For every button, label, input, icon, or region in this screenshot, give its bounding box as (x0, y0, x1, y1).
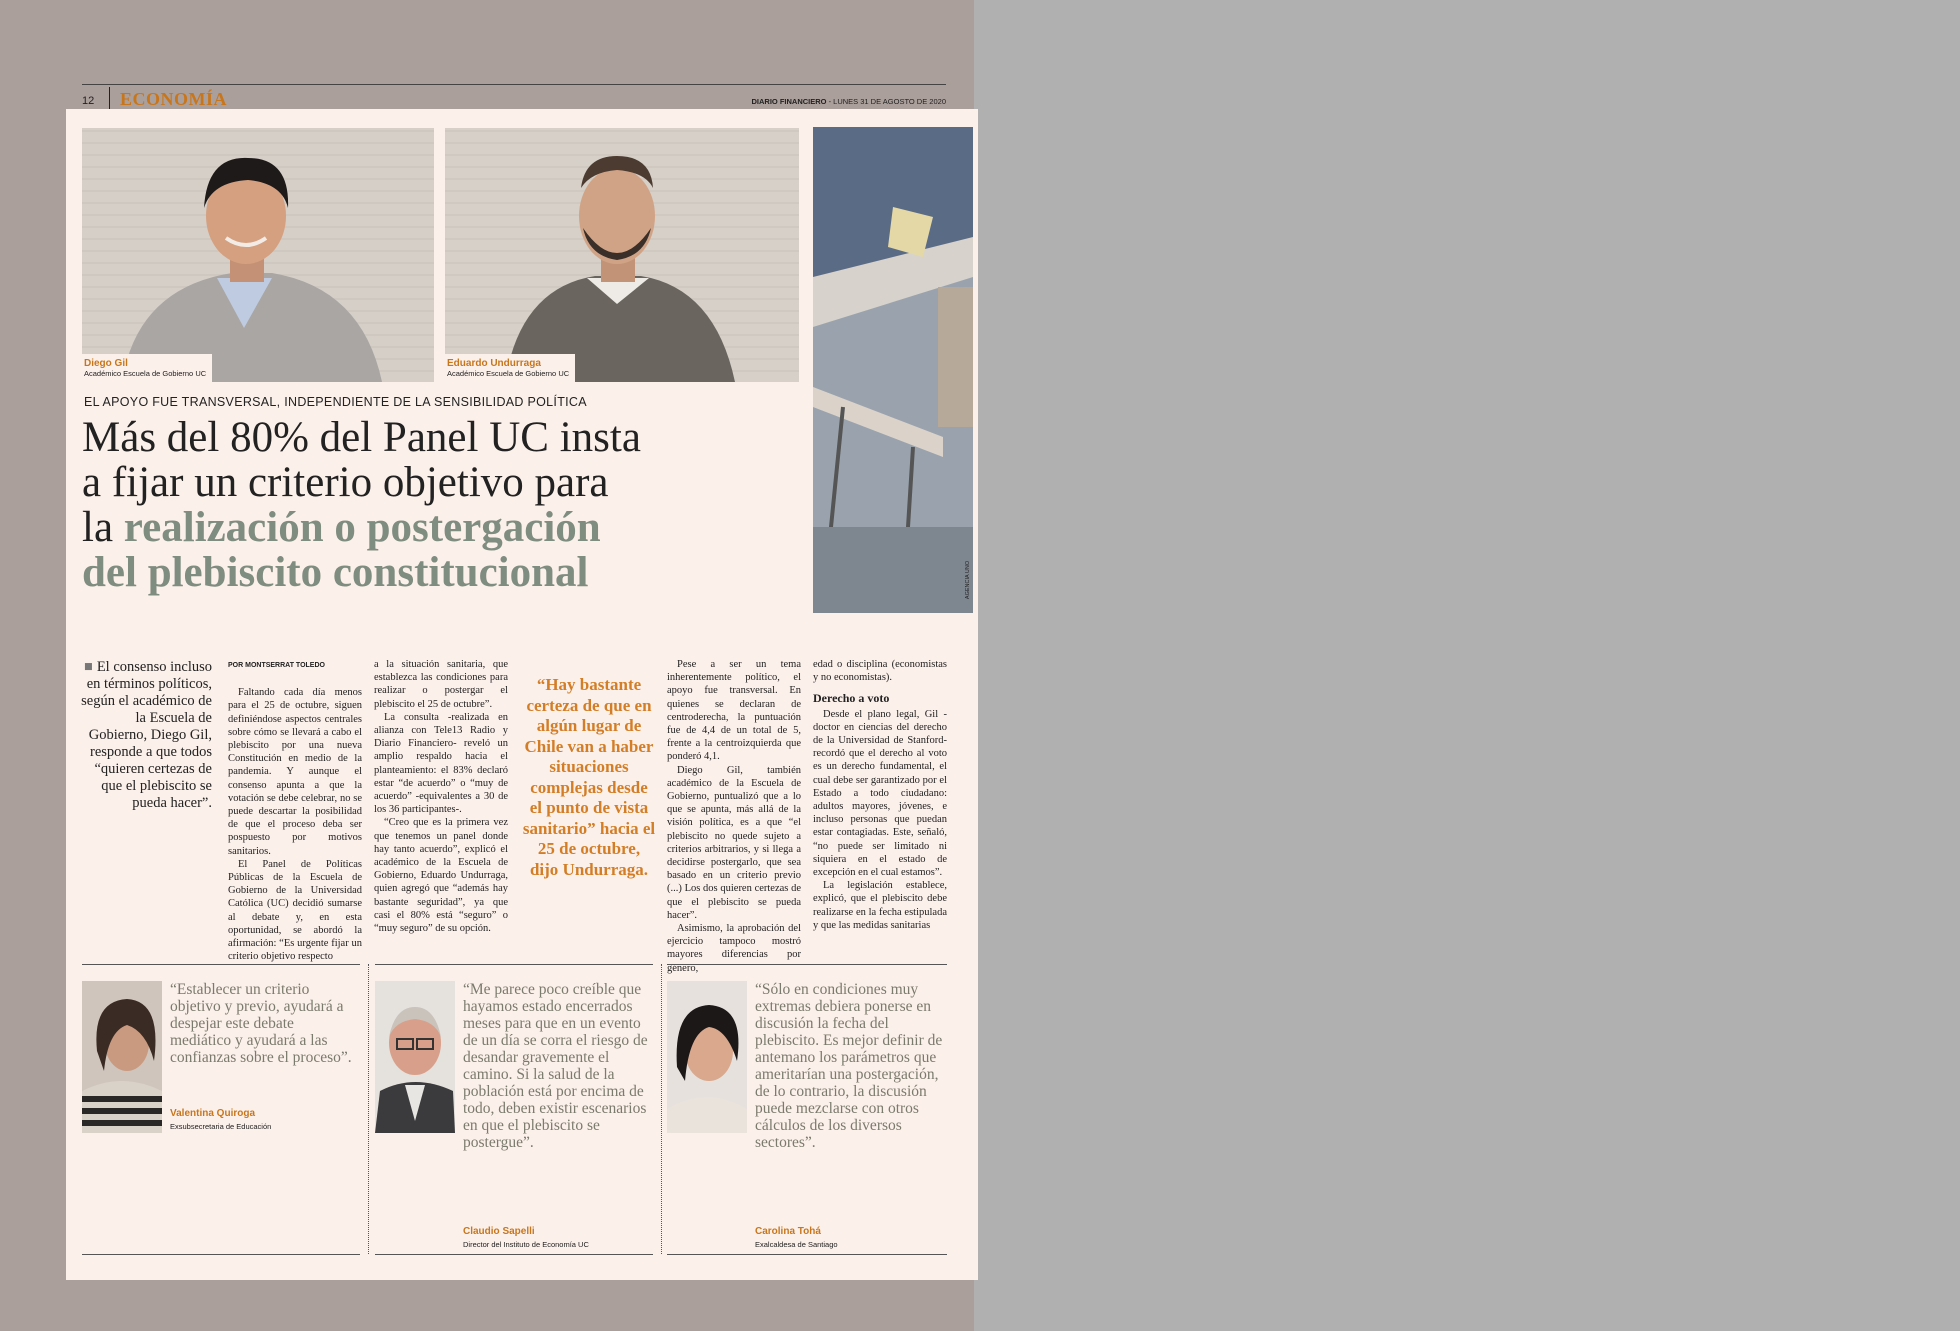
body-column-1 (228, 659, 362, 963)
issue-date: - LUNES 31 DE AGOSTO DE 2020 (826, 97, 946, 106)
paragraph: Faltando cada día menos para el 25 de octubre, siguen definiéndose aspectos centrales sobre cómo se llevará a cabo el plebiscito por una nueva Constitución en medio de la pandemia. Y aunque el consenso apunta a que la votación se debe celebrar, no se puede descartar la posibilidad de que el proceso deba ser pospuesto por motivos sanitarios. (228, 687, 362, 857)
quote-text: “Sólo en condiciones muy extremas debiera ponerse en discusión la fecha del plebiscito. Es mejor definir de antemano los parámetros que ameritarían una postergación, de lo contrario, la discusión puede mezclarse con otros cálculos de los diversos sectores”. (755, 981, 943, 1151)
photo-eduardo-undurraga (445, 128, 799, 382)
photo-caption (82, 354, 212, 382)
caption-name: Diego Gil (84, 358, 128, 369)
subheading: Derecho a voto (813, 691, 890, 706)
portrait-diego-gil (82, 128, 434, 382)
paragraph: Desde el plano legal, Gil -doctor en ciencias del derecho de la Universidad de Stanford- recordó que el derecho al voto es un derecho fundamental, el cual debe ser garantizado por el Estado a todo ciudadano: adultos mayores, jóvenes, e incluso personas que puedan estar contagiadas. Este, señaló, “no puede ser limitado ni siquiera en el estado de excepción en el cual estamos”. (813, 708, 947, 879)
quote-box-toha (667, 964, 947, 1255)
bullet-square-icon: ■ (84, 659, 93, 675)
headline-highlight-1: realización o postergación (123, 504, 601, 551)
quote-text: “Me parece poco creíble que hayamos estado encerrados meses para que en un evento de un día se corra el riesgo de desandar gravemente el camino. Si la salud de la población está por encima de todo, deben existir escenarios en que el plebiscito se postergue”. (463, 981, 648, 1151)
empty-viewer-area (974, 0, 1960, 1331)
quote-box-quiroga (82, 964, 360, 1255)
kicker: EL APOYO FUE TRANSVERSAL, INDEPENDIENTE DE LA SENSIBILIDAD POLÍTICA (84, 395, 587, 409)
body-column-2 (374, 658, 508, 935)
quote-author-role: Director del Instituto de Economía UC (463, 1240, 589, 1249)
paragraph: Asimismo, la aprobación del ejercicio tampoco mostró mayores diferencias por género, (667, 923, 801, 974)
photo-classroom (813, 127, 973, 613)
portrait-eduardo-undurraga (445, 128, 799, 382)
page-header (82, 84, 946, 111)
lead-summary (80, 659, 212, 812)
newspaper-page (66, 109, 978, 1280)
headline-line-2: a fijar un criterio objetivo para (82, 459, 609, 506)
quote-author-role: Exsubsecretaria de Educación (170, 1122, 272, 1131)
header-divider (109, 87, 110, 109)
paragraph: a la situación sanitaria, que establezca las condiciones para realizar o postergar el plebiscito el 25 de octubre”. (374, 659, 508, 710)
byline: POR MONTSERRAT TOLEDO (228, 662, 325, 669)
paragraph: La consulta -realizada en alianza con Tele13 Radio y Diario Financiero- reveló un amplio respaldo hacia el planteamiento: el 83% declaró estar “de acuerdo” o “muy de acuerdo” -equivalentes a 30 de los 36 participantes-. (374, 711, 508, 816)
pull-quote: “Hay bastante certeza de que en algún lugar de Chile van a haber situaciones complejas desde el punto de vista sanitario” hacia el 25 de octubre, dijo Undurraga. (522, 675, 656, 879)
paragraph: Diego Gil, también académico de la Escuela de Gobierno, puntualizó que a lo que se apunta, más allá de la visión política, es a que “el plebiscito no quede sujeto a criterios arbitrarios, y si llega a decidirse postergarlo, que sea basado en un criterio previo (...) Los dos quieren certezas de que el plebiscito se pueda hacer”. (667, 764, 801, 921)
quote-box-sapelli (375, 964, 653, 1255)
quote-divider (368, 964, 369, 1254)
caption-role: Académico Escuela de Gobierno UC (84, 369, 207, 378)
portrait-carolina-toha (667, 981, 747, 1133)
portrait-valentina-quiroga (82, 981, 162, 1133)
headline-line-1: Más del 80% del Panel UC insta (82, 414, 641, 461)
photo-diego-gil (82, 128, 434, 382)
page-number: 12 (82, 95, 95, 107)
quote-author: Valentina Quiroga (170, 1108, 256, 1119)
quote-divider (661, 964, 662, 1254)
classroom-image (813, 127, 973, 613)
body-column-4 (813, 658, 947, 932)
body-column-3 (667, 658, 801, 975)
paragraph: edad o disciplina (economistas y no economistas). (813, 659, 947, 684)
lead-text: El consenso incluso en términos políticos, según el académico de la Escuela de Gobierno, Diego Gil, responde a que todos “quieren certezas de que el plebiscito se pueda hacer”. (81, 659, 212, 811)
masthead-name: DIARIO FINANCIERO (751, 97, 827, 106)
quote-author: Claudio Sapelli (463, 1226, 535, 1237)
paragraph: Pese a ser un tema inherentemente político, el apoyo fue transversal. En quienes se declaran de centroderecha, la puntuación fue de 4,4 de un total de 5, frente a la centroizquierda que ponderó 4,1. (667, 659, 801, 763)
quote-text: “Establecer un criterio objetivo y previo, ayudará a despejar este debate mediático y ayudará a las confianzas sobre el proceso”. (170, 981, 352, 1066)
headline-highlight-2: del plebiscito constitucional (82, 549, 589, 596)
caption-role: Académico Escuela de Gobierno UC (447, 369, 570, 378)
photo-credit: AGENCIA UNO (964, 560, 971, 600)
paragraph: La legislación establece, explicó, que el plebiscito debe realizarse en la fecha estipulada y que las medidas sanitarias (813, 880, 947, 931)
photo-caption (445, 354, 575, 382)
paragraph: El Panel de Políticas Públicas de la Escuela de Gobierno de la Universidad Católica (UC) decidió sumarse al debate y, en esta oportunidad, se abordó la afirmación: “Es urgente fijar un criterio objetivo respecto (228, 858, 362, 963)
headline-line-3: la (82, 504, 124, 551)
paragraph: “Creo que es la primera vez que tenemos un panel donde hay tanto acuerdo”, explicó el académico de la Escuela de Gobierno, Eduardo Undurraga, quien agregó que “además hay bastante seguridad”, ya que casi el 80% está “seguro” o “muy seguro” de su opción. (374, 817, 508, 935)
caption-name: Eduardo Undurraga (447, 358, 541, 369)
section-title: ECONOMÍA (120, 89, 227, 109)
quote-author-role: Exalcaldesa de Santiago (755, 1240, 838, 1249)
headline (82, 415, 682, 595)
portrait-claudio-sapelli (375, 981, 455, 1133)
quote-author: Carolina Tohá (755, 1226, 821, 1237)
masthead (752, 97, 947, 106)
